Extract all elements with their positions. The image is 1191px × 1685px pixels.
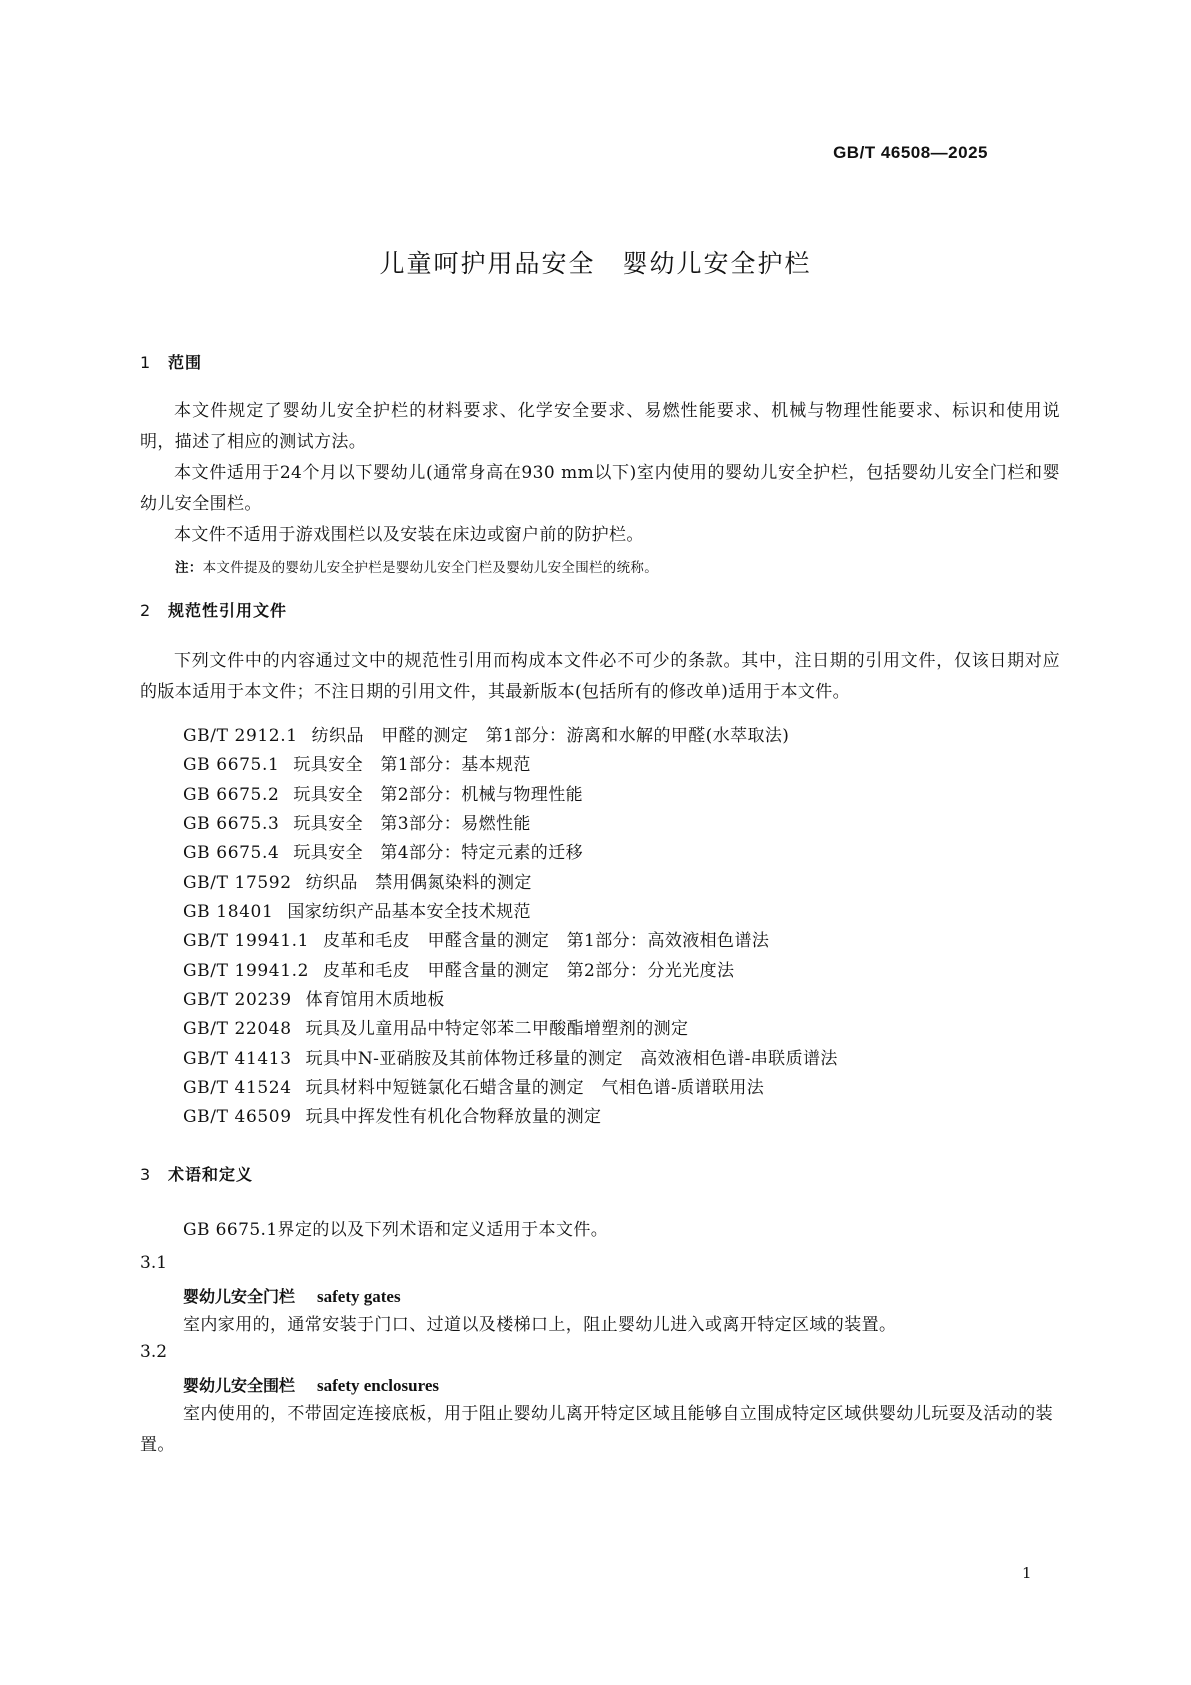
reference-code: GB/T 2912.1 <box>183 726 298 746</box>
reference-item <box>183 868 532 893</box>
reference-title: 玩具中N-亚硝胺及其前体物迁移量的测定 高效液相色谱-串联质谱法 <box>305 1049 838 1069</box>
reference-code: GB/T 22048 <box>183 1019 292 1039</box>
reference-code: GB/T 20239 <box>183 990 292 1010</box>
note-text: 本文件提及的婴幼儿安全护栏是婴幼儿安全门栏及婴幼儿安全围栏的统称。 <box>202 560 659 576</box>
document-title: 儿童呵护用品安全 婴幼儿安全护栏 <box>379 249 812 278</box>
reference-title: 玩具安全 第4部分：特定元素的迁移 <box>293 843 583 863</box>
term-chinese: 婴幼儿安全围栏 <box>183 1376 296 1395</box>
reference-title: 玩具材料中短链氯化石蜡含量的测定 气相色谱-质谱联用法 <box>305 1078 765 1098</box>
section-3-heading <box>140 1162 253 1185</box>
term-definition: 室内家用的，通常安装于门口、过道以及楼梯口上，阻止婴幼儿进入或离开特定区域的装置。 <box>183 1315 897 1335</box>
reference-item <box>183 838 583 863</box>
reference-title: 皮革和毛皮 甲醛含量的测定 第2部分：分光光度法 <box>323 961 735 981</box>
reference-title: 国家纺织产品基本安全技术规范 <box>287 902 531 922</box>
reference-item <box>183 809 531 834</box>
term-number: 3.1 <box>140 1253 168 1273</box>
reference-item <box>183 985 445 1010</box>
term-number: 3.2 <box>140 1342 168 1362</box>
term-chinese: 婴幼儿安全门栏 <box>183 1287 296 1306</box>
note-label: 注： <box>175 560 203 576</box>
paragraph: 本文件规定了婴幼儿安全护栏的材料要求、化学安全要求、易燃性能要求、机械与物理性能要求、标识和使用说明，描述了相应的测试方法。 <box>140 401 1060 452</box>
reference-title: 玩具安全 第3部分：易燃性能 <box>293 814 531 834</box>
section-title: 规范性引用文件 <box>168 601 288 620</box>
reference-code: GB 6675.1 <box>183 755 280 775</box>
reference-title: 玩具及儿童用品中特定邻苯二甲酸酯增塑剂的测定 <box>305 1019 689 1039</box>
section-title: 范围 <box>168 353 203 372</box>
reference-item <box>183 1073 764 1098</box>
reference-item <box>183 750 531 775</box>
section-number: 1 <box>140 353 152 372</box>
reference-item <box>183 956 734 981</box>
reference-code: GB 6675.4 <box>183 843 280 863</box>
section-number: 3 <box>140 1165 152 1184</box>
section-number: 2 <box>140 601 152 620</box>
standard-code: GB/T 46508—2025 <box>833 143 988 162</box>
reference-code: GB/T 46509 <box>183 1107 292 1127</box>
page-number: 1 <box>1022 1564 1032 1582</box>
reference-title: 玩具安全 第1部分：基本规范 <box>293 755 531 775</box>
reference-code: GB/T 19941.1 <box>183 931 310 951</box>
reference-code: GB 6675.3 <box>183 814 280 834</box>
paragraph: GB 6675.1界定的以及下列术语和定义适用于本文件。 <box>183 1220 609 1240</box>
term-heading <box>183 1284 401 1307</box>
reference-item <box>183 1044 838 1069</box>
paragraph: 下列文件中的内容通过文中的规范性引用而构成本文件必不可少的条款。其中，注日期的引用文件，仅该日期对应的版本适用于本文件；不注日期的引用文件，其最新版本(包括所有的修改单)适用于本文件。 <box>140 651 1060 702</box>
term-english: safety enclosures <box>317 1376 439 1395</box>
reference-title: 皮革和毛皮 甲醛含量的测定 第1部分：高效液相色谱法 <box>323 931 770 951</box>
section-title: 术语和定义 <box>168 1165 254 1184</box>
reference-code: GB 18401 <box>183 902 274 922</box>
reference-code: GB/T 41413 <box>183 1049 292 1069</box>
note <box>175 556 658 576</box>
term-heading <box>183 1373 439 1396</box>
reference-title: 玩具中挥发性有机化合物释放量的测定 <box>305 1107 602 1127</box>
paragraph: 本文件不适用于游戏围栏以及安装在床边或窗户前的防护栏。 <box>174 525 644 545</box>
reference-title: 体育馆用木质地板 <box>305 990 445 1010</box>
paragraph: 本文件适用于24个月以下婴幼儿(通常身高在930 mm以下)室内使用的婴幼儿安全护栏，包括婴幼儿安全门栏和婴幼儿安全围栏。 <box>140 463 1060 514</box>
reference-item <box>183 926 769 951</box>
term-definition: 室内使用的，不带固定连接底板，用于阻止婴幼儿离开特定区域且能够自立围成特定区域供婴幼儿玩耍及活动的装置。 <box>140 1404 1053 1455</box>
reference-item <box>183 721 789 746</box>
reference-code: GB/T 41524 <box>183 1078 292 1098</box>
reference-item <box>183 1102 601 1127</box>
reference-item <box>183 1014 688 1039</box>
reference-code: GB/T 17592 <box>183 873 292 893</box>
reference-title: 玩具安全 第2部分：机械与物理性能 <box>293 785 583 805</box>
reference-code: GB/T 19941.2 <box>183 961 310 981</box>
section-2-heading <box>140 598 287 621</box>
reference-item <box>183 780 583 805</box>
reference-title: 纺织品 禁用偶氮染料的测定 <box>305 873 532 893</box>
reference-title: 纺织品 甲醛的测定 第1部分：游离和水解的甲醛(水萃取法) <box>311 726 790 746</box>
reference-code: GB 6675.2 <box>183 785 280 805</box>
reference-item <box>183 897 531 922</box>
term-english: safety gates <box>317 1287 401 1306</box>
section-1-heading <box>140 350 202 373</box>
